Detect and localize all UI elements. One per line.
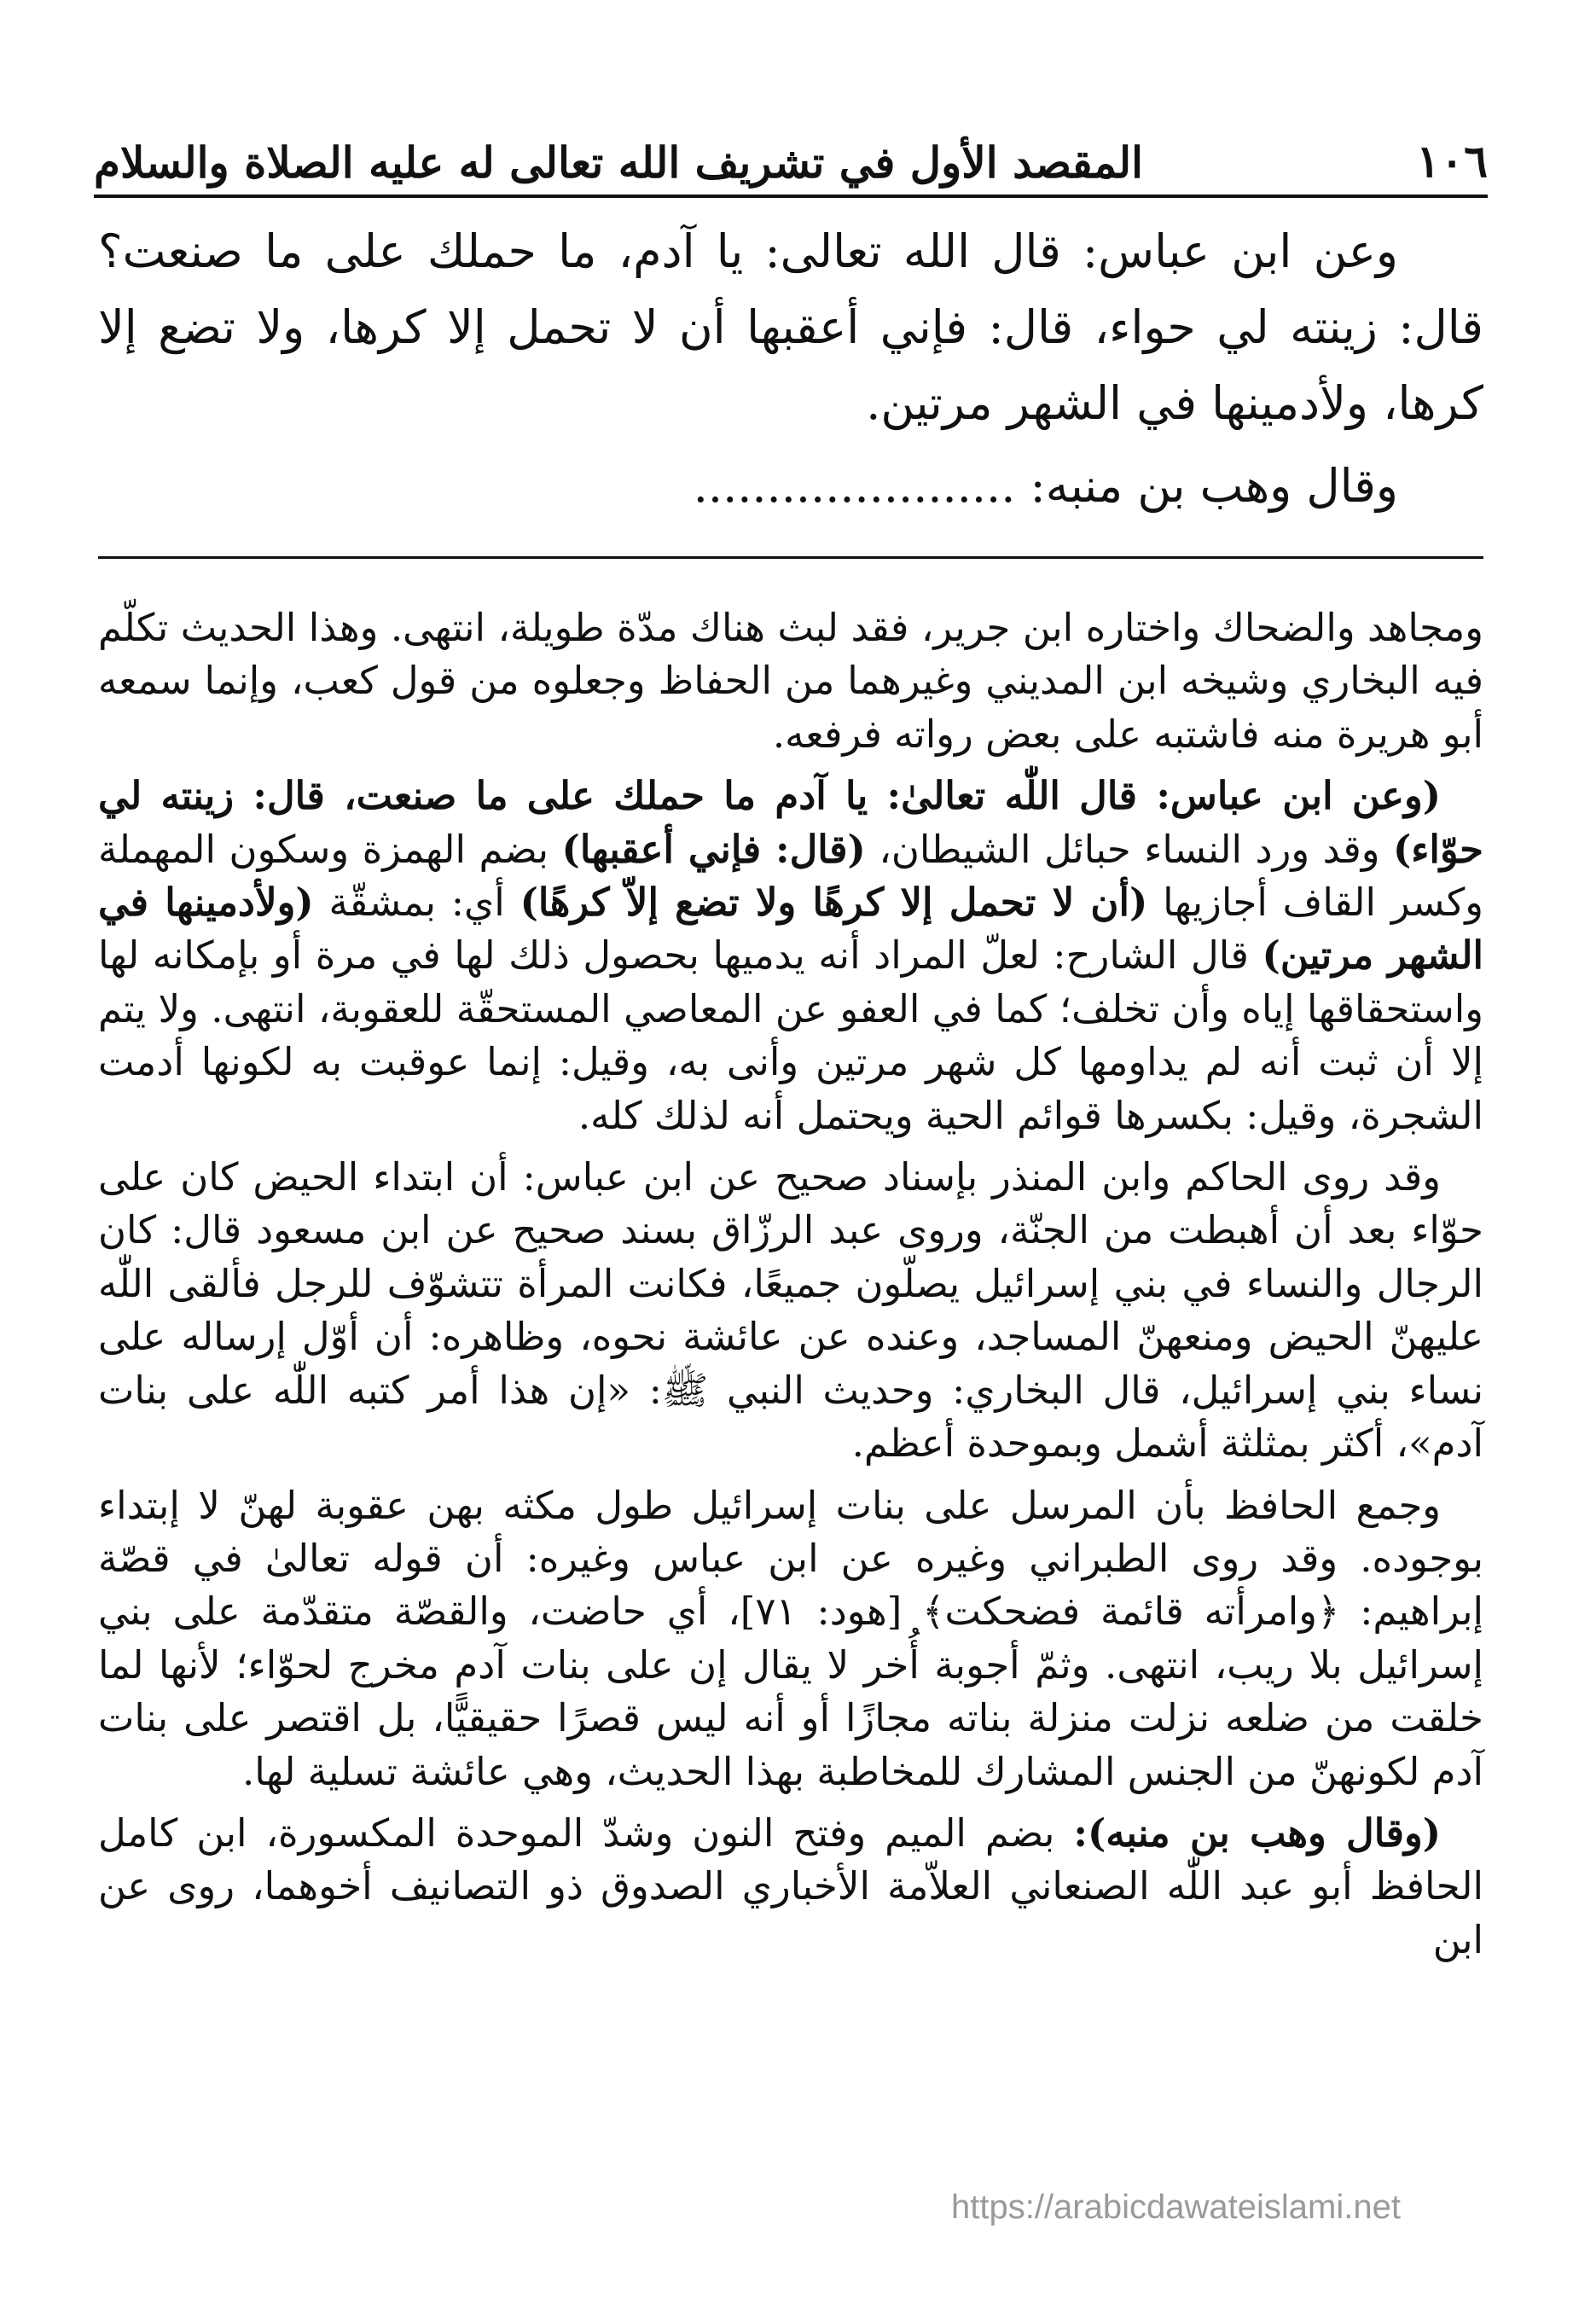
commentary-paragraph [98, 1807, 1483, 1967]
page-number: ١٠٦ [1416, 136, 1488, 188]
quoted-phrase: (أن لا تحمل إلا كرهًا ولا تضع إلاّ كرهًا) [519, 880, 1148, 926]
main-text-paragraph: وعن ابن عباس: قال الله تعالى: يا آدم، ما حملك على ما صنعت؟ قال: زينته لي حواء، قال: فإني أعقبها أن لا تحمل إلا كرها، ولا تضع إلا كرها، ولأدمينها في الشهر مرتين. [98, 224, 1483, 430]
commentary-paragraph [98, 770, 1483, 1142]
commentary-fragment: قال الشارح: لعلّ المراد أنه يدميها بحصول ذلك لها في مرة أو بإمكانه لها واستحقاقها إياه وأن تخلف؛ كما في العفو عن المعاصي المستحقّة للعقوبة، انتهى. ولا يتم إلا أن ثبت أنه لم يداومها كل شهر مرتين وأنى به، وقيل: إنما عوقبت به لكونها أدمت الشجرة، وقيل: بكسرها قوائم الحية ويحتمل أنه لذلك كله. [98, 933, 1483, 1138]
header-divider [94, 195, 1488, 198]
commentary-paragraph: وجمع الحافظ بأن المرسل على بنات إسرائيل طول مكثه بهن عقوبة لهنّ لا إبتداء بوجوده. وقد روى الطبراني وغيره عن ابن عباس وغيره: أن قوله تعالىٰ في قصّة إبراهيم: ﴿وامرأته قائمة فضحكت﴾ [هود: ٧١]، أي حاضت، والقصّة متقدّمة على بني إسرائيل بلا ريب، انتهى. وثمّ أجوبة أُخر لا يقال إن على بنات آدم مخرج لحوّاء؛ لأنها لما خلقت من ضلعه نزلت منزلة بناته مجازًا أو أنه ليس قصرًا حقيقيًّا، بل اقتصر على بنات آدم لكونهنّ من الجنس المشارك للمخاطبة بهذا الحديث، وهي عائشة تسلية لها. [98, 1482, 1483, 1794]
quoted-phrase: (ولأدمينها في الشهر مرتين) [98, 880, 1483, 979]
commentary-text [98, 601, 1483, 1975]
commentary-fragment: بضم الهمزة وسكون المهملة وكسر القاف أجازيها [98, 826, 1483, 926]
text-divider [98, 556, 1483, 559]
quoted-phrase: (وقال وهب بن منبه): [1073, 1810, 1441, 1856]
quoted-phrase: (وعن ابن عباس: قال اللّٰه تعالىٰ: يا آدم ما حملك على ما صنعت، قال: زينته لي حوّاء) [98, 773, 1483, 872]
commentary-fragment: أي: بمشقّة [313, 880, 520, 926]
watermark-url: https://arabicdawateislami.net [951, 2188, 1401, 2226]
commentary-paragraph: وقد روى الحاكم وابن المنذر بإسناد صحيح عن ابن عباس: أن ابتداء الحيض كان على حوّاء بعد أن أهبطت من الجنّة، وروى عبد الرزّاق بسند صحيح عن ابن مسعود قال: كان الرجال والنساء في بني إسرائيل يصلّون جميعًا، فكانت المرأة تتشوّف للرجل فألقى اللّٰه عليهنّ الحيض ومنعهنّ المساجد، وعنده عن عائشة نحوه، وظاهره: أن أوّل إرساله على نساء بني إسرائيل، قال البخاري: وحديث النبي ﷺ: «إن هذا أمر كتبه اللّٰه على بنات آدم»، أكثر بمثلثة أشمل وبموحدة أعظم. [98, 1154, 1483, 1467]
quoted-phrase: (قال: فإني أعقبها) [561, 826, 866, 872]
commentary-paragraph: ومجاهد والضحاك واختاره ابن جرير، فقد لبث هناك مدّة طويلة، انتهى. وهذا الحديث تكلّم فيه البخاري وشيخه ابن المديني وغيرهما من الحفاظ وجعلوه من قول كعب، وإنما سمعه أبو هريرة منه فاشتبه على بعض رواته فرفعه. [98, 605, 1483, 757]
page-header [94, 119, 1488, 188]
running-title: المقصد الأول في تشريف الله تعالى له عليه الصلاة والسلام [94, 137, 1144, 188]
main-text-fragment: وقال وهب بن منبه: [1030, 459, 1398, 513]
main-text [98, 213, 1483, 524]
commentary-fragment: وقد ورد النساء حبائل الشيطان، [865, 826, 1393, 872]
main-text-paragraph [98, 448, 1483, 524]
commentary-fragment: بضم الميم وفتح النون وشدّ الموحدة المكسورة، ابن كامل الحافظ أبو عبد اللّٰه الصنعاني العلاّمة الأخباري الصدوق ذو التصانيف أخوهما، روى عن ابن [98, 1810, 1483, 1962]
ellipsis-dots: ...................... [693, 459, 1016, 513]
